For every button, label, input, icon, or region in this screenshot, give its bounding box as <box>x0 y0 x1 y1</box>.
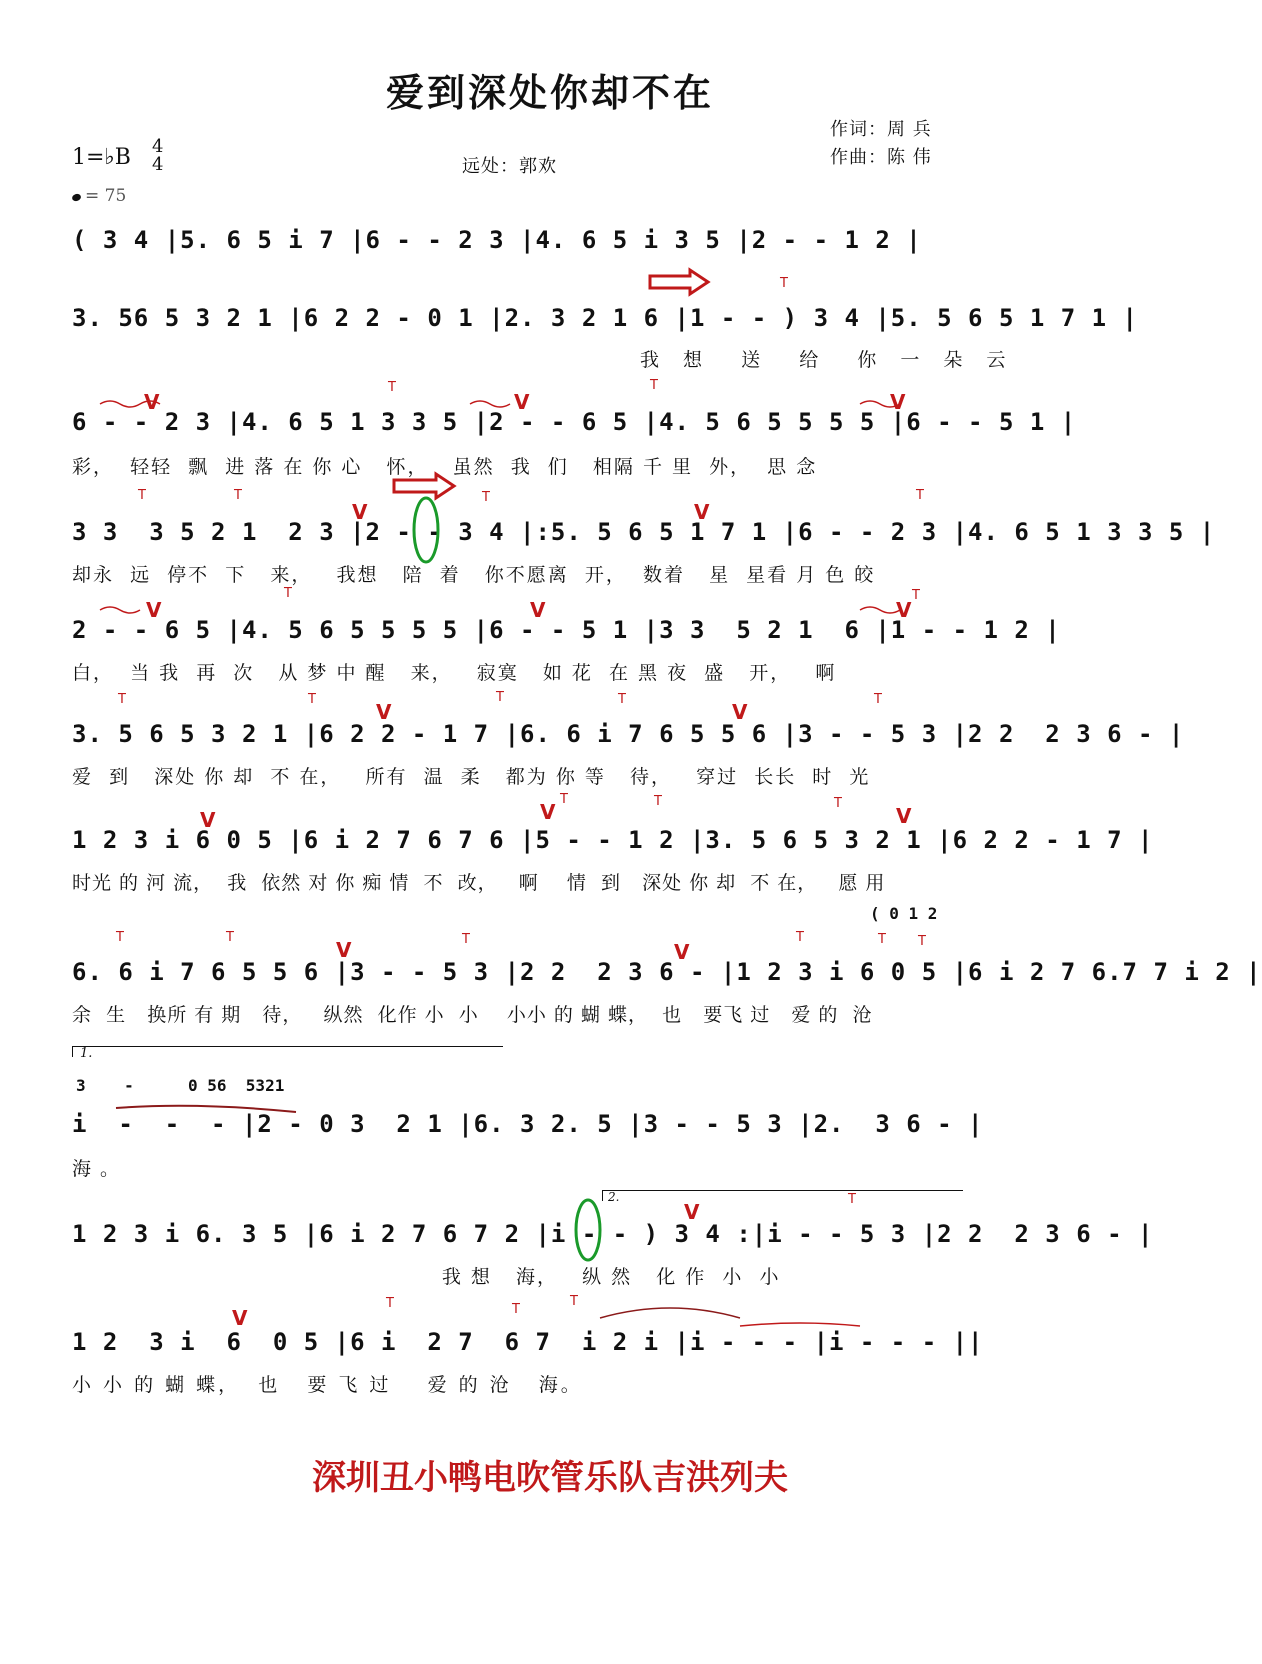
key-signature: 1=♭B <box>72 145 131 170</box>
breath-mark-v: V <box>336 938 352 962</box>
lyric-line-11: 小 小 的 蝴 蝶， 也 要 飞 过 爱 的 沧 海。 <box>72 1374 583 1396</box>
breath-mark-v: V <box>352 500 368 524</box>
notation-row-10: 1 2 3 i 6. 3 5 |6 i 2 7 6 7 2 |i - - ) 3 4 :|i - - 5 3 |2 2 2 3 6 - | <box>72 1220 1154 1248</box>
breath-mark-v: V <box>232 1306 248 1330</box>
tonguing-mark-t: T <box>284 586 292 601</box>
lyric-line-5: 白， 当 我 再 次 从 梦 中 醒 来， 寂寞 如 花 在 黑 夜 盛 开， 啊 <box>72 662 837 684</box>
breath-mark-v: V <box>144 390 160 414</box>
lyric-line-2: 我 想 送 给 你 一 朵 云 <box>640 349 1015 371</box>
tonguing-mark-t: T <box>618 692 626 707</box>
tonguing-mark-t: T <box>118 692 126 707</box>
breath-mark-v: V <box>674 940 690 964</box>
tonguing-mark-t: T <box>780 276 788 291</box>
tonguing-mark-t: T <box>512 1302 520 1317</box>
breath-mark-v: V <box>684 1200 700 1224</box>
song-title: 爱到深处你却不在 <box>385 70 714 115</box>
notation-row-7: 1 2 3 i 6 0 5 |6 i 2 7 6 7 6 |5 - - 1 2 |3. 5 6 5 3 2 1 |6 2 2 - 1 7 | <box>72 826 1154 854</box>
tonguing-mark-t: T <box>916 488 924 503</box>
tonguing-mark-t: T <box>462 932 470 947</box>
breath-mark-v: V <box>514 390 530 414</box>
tonguing-mark-t: T <box>570 1294 578 1309</box>
lyric-line-3: 彩， 轻轻 飘 进 落 在 你 心 怀， 虽然 我 们 相隔 千 里 外， 思 念 <box>72 456 818 478</box>
tonguing-mark-t: T <box>834 796 842 811</box>
breath-mark-v: V <box>376 700 392 724</box>
time-signature-bottom: 4 <box>152 154 164 175</box>
breath-mark-v: V <box>694 500 710 524</box>
lyric-line-7: 时光 的 河 流， 我 依然 对 你 痴 情 不 改， 啊 情 到 深处 你 却 不 在， 愿 用 <box>72 872 886 894</box>
lyric-line-10: 我 想 海， 纵 然 化 作 小 小 <box>72 1266 781 1288</box>
tonguing-mark-t: T <box>138 488 146 503</box>
notation-row-5: 2 - - 6 5 |4. 5 6 5 5 5 5 |6 - - 5 1 |3 3 5 2 1 6 |1 - - 1 2 | <box>72 616 1061 644</box>
breath-mark-v: V <box>890 390 906 414</box>
ending-upper-voice-2: 0 56 5321 <box>188 1076 285 1095</box>
tonguing-mark-t: T <box>482 490 490 505</box>
tonguing-mark-t: T <box>386 1296 394 1311</box>
notation-row-2: 3. 56 5 3 2 1 |6 2 2 - 0 1 |2. 3 2 1 6 |1 - - ) 3 4 |5. 5 6 5 1 7 1 | <box>72 304 1138 332</box>
lyric-line-6: 爱 到 深处 你 却 不 在， 所有 温 柔 都为 你 等 待， 穿过 长长 时 光 <box>72 766 871 788</box>
tonguing-mark-t: T <box>874 692 882 707</box>
notation-row-9: i - - - |2 - 0 3 2 1 |6. 3 2. 5 |3 - - 5 3 |2. 3 6 - | <box>72 1110 984 1138</box>
breath-mark-v: V <box>146 598 162 622</box>
second-ending-label: 2. <box>608 1190 620 1204</box>
notation-row-1: ( 3 4 |5. 6 5 i 7 |6 - - 2 3 |4. 6 5 i 3 5 |2 - - 1 2 | <box>72 226 922 254</box>
tonguing-mark-t: T <box>226 930 234 945</box>
tonguing-mark-t: T <box>116 930 124 945</box>
repeat-sign-highlight-ring <box>576 1200 600 1260</box>
tonguing-mark-t: T <box>878 932 886 947</box>
tonguing-mark-t: T <box>496 690 504 705</box>
singer-credit: 远处：郭欢 <box>462 156 557 177</box>
red-arrow-icon <box>650 270 708 294</box>
tonguing-mark-t: T <box>234 488 242 503</box>
notation-row-11: 1 2 3 i 6 0 5 |6 i 2 7 6 7 i 2 i |i - - - |i - - - || <box>72 1328 984 1356</box>
lyric-line-8: 余 生 换所 有 期 待， 纵然 化作 小 小 小小 的 蝴 蝶， 也 要飞 过 爱 的 沧 <box>72 1004 873 1026</box>
ending-upper-voice-1: 3 - <box>76 1076 134 1095</box>
breath-mark-v: V <box>540 800 556 824</box>
repeat-sign-highlight-ring <box>414 498 438 562</box>
notation-row-4: 3 3 3 5 2 1 2 3 |2 - - 3 4 |:5. 5 6 5 1 7 1 |6 - - 2 3 |4. 6 5 1 3 3 5 | <box>72 518 1216 546</box>
breath-mark-v: V <box>896 804 912 828</box>
lyric-line-4: 却永 远 停不 下 来， 我想 陪 着 你不愿离 开， 数着 星 星看 月 色 皎 <box>72 564 876 586</box>
tonguing-mark-t: T <box>848 1192 856 1207</box>
tempo-value: = 75 <box>85 186 127 206</box>
breath-mark-v: V <box>530 598 546 622</box>
tonguing-mark-t: T <box>560 792 568 807</box>
breath-mark-v: V <box>200 808 216 832</box>
composer-credit: 作曲：陈 伟 <box>830 147 932 168</box>
notation-row-3: 6 - - 2 3 |4. 6 5 1 3 3 5 |2 - - 6 5 |4. 5 6 5 5 5 5 |6 - - 5 1 | <box>72 408 1077 436</box>
tonguing-mark-t: T <box>650 378 658 393</box>
first-ending-label: 1. <box>80 1046 93 1061</box>
tonguing-mark-t: T <box>388 380 396 395</box>
tonguing-mark-t: T <box>308 692 316 707</box>
lyricist-credit: 作词：周 兵 <box>830 119 932 140</box>
red-arrow-icon <box>394 474 454 498</box>
tonguing-mark-t: T <box>912 588 920 603</box>
notation-row-6: 3. 5 6 5 3 2 1 |6 2 2 - 1 7 |6. 6 i 7 6 5 5 6 |3 - - 5 3 |2 2 2 3 6 - | <box>72 720 1185 748</box>
footer-credit: 深圳丑小鸭电吹管乐队吉洪列夫 <box>312 1458 788 1498</box>
breath-mark-v: V <box>896 598 912 622</box>
breath-mark-v: V <box>732 700 748 724</box>
tonguing-mark-t: T <box>918 934 926 949</box>
tonguing-mark-t: T <box>654 794 662 809</box>
tonguing-mark-t: T <box>796 930 804 945</box>
pickup-notes: ( 0 1 2 <box>870 904 938 923</box>
notation-row-8: 6. 6 i 7 6 5 5 6 |3 - - 5 3 |2 2 2 3 6 - |1 2 3 i 6 0 5 |6 i 2 7 6.7 7 i 2 | <box>72 958 1262 986</box>
lyric-line-9: 海。 <box>72 1158 129 1180</box>
time-signature-top: 4 <box>152 136 164 157</box>
